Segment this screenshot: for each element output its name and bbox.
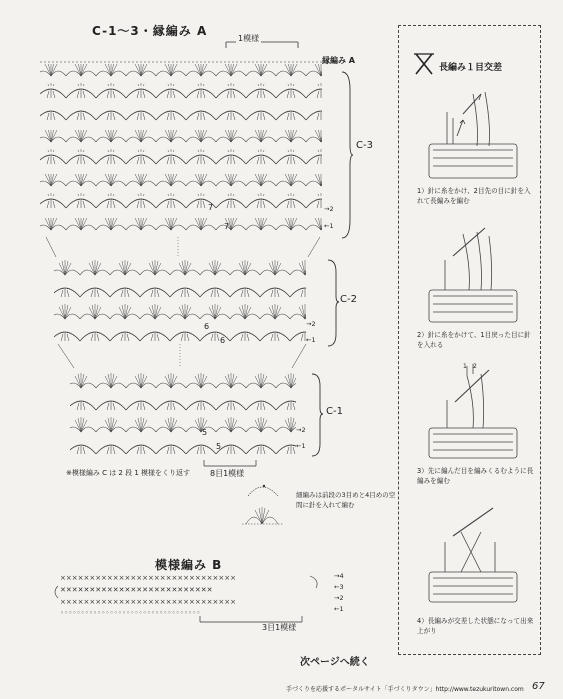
svg-text:◦◦◦◦◦◦◦◦◦◦◦◦◦◦◦◦◦◦◦◦◦◦◦◦◦◦◦◦◦◦: ◦◦◦◦◦◦◦◦◦◦◦◦◦◦◦◦◦◦◦◦◦◦◦◦◦◦◦◦◦◦◦◦◦◦ (60, 609, 201, 617)
eight-stitch-label: 8目1模様 (210, 469, 245, 478)
row-6-b: 6 (220, 336, 226, 345)
three-stitch-label: 3目1模様 (262, 623, 297, 632)
brace-c3 (340, 70, 354, 240)
section-c3-label: C-3 (356, 140, 373, 151)
step2-illustration (423, 226, 523, 326)
row-6-a: 6 (204, 322, 210, 331)
arrow-1-c2: ←1 (306, 336, 316, 344)
arrow-1-c3: ←1 (324, 222, 334, 230)
chart-c2 (50, 255, 312, 345)
svg-text:××××××××××××××××××××××××××××××: ×××××××××××××××××××××××××××××× (60, 598, 236, 606)
side-title: 長編み１目交差 (439, 63, 503, 73)
svg-text:××××××××××××××××××××××××××××××: ×××××××××××××××××××××××××××××× (60, 574, 236, 582)
step3-illustration (423, 362, 523, 462)
row-4-arrow: →4 (334, 572, 344, 580)
arrow-2-c2: →2 (306, 320, 316, 328)
row-5-a: 5 (202, 428, 208, 437)
svg-text:✕✕✕✕✕✕✕✕✕✕✕✕✕✕✕✕✕✕✕✕✕✕✕✕✕✕: ✕✕✕✕✕✕✕✕✕✕✕✕✕✕✕✕✕✕✕✕✕✕✕✕✕✕ (60, 586, 213, 594)
one-repeat-label: 1模様 (238, 34, 260, 43)
step3-arrow-1: 1 (463, 363, 467, 370)
row-3-arrow: ←3 (334, 583, 344, 591)
section-c2-label: C-2 (340, 294, 357, 305)
row-7-a: 7 (208, 203, 214, 212)
footer-text: 手づくりを応援するポータルサイト「手づくりタウン」http://www.tezukuritown.com (286, 686, 524, 693)
row-7-b: 7 (224, 222, 230, 231)
step2-text: 2）針に糸をかけて、1目戻った目に針を入れる (417, 331, 531, 349)
step1-illustration (423, 84, 523, 184)
one-repeat-bracket (222, 36, 302, 50)
step3-arrow-2: 2 (473, 363, 477, 370)
crossed-dc-symbol-icon (413, 52, 435, 76)
edge-detail-diagram (240, 480, 288, 530)
crossed-dc-instruction-box (398, 25, 541, 655)
row-5-b: 5 (216, 442, 222, 451)
arrow-2-c3: →2 (324, 205, 334, 213)
step1-text: 1）針に糸をかけ、2目先の目に針を入れて長編みを編む (417, 187, 531, 205)
arrow-2-c1: →2 (296, 426, 306, 434)
chart-title-c13: C-1～3・縁編み A (92, 24, 208, 38)
brace-c2 (326, 258, 340, 348)
arrow-1-c1: ←1 (296, 442, 306, 450)
step4-illustration (423, 506, 523, 606)
repeat-note: ※模様編み C は 2 段 1 模様をくり返す (66, 469, 191, 477)
chart-b (54, 570, 334, 618)
next-page-label: 次ページへ続く (300, 657, 370, 668)
section-c1-label: C-1 (326, 406, 343, 417)
edge-a-label: 縁編み A (322, 56, 355, 65)
step4-text: 4）長編みが交差した状態になって出来上がり (417, 617, 534, 635)
chart-c3 (36, 56, 336, 236)
brace-c1 (310, 372, 324, 458)
row-1-arrow: ←1 (334, 605, 344, 613)
chart-title-b: 模様編み B (155, 558, 223, 572)
page-number: 67 (532, 681, 545, 692)
step3-text: 3）先に編んだ目を編みくるむように長編みを編む (417, 467, 534, 485)
edge-note: 細編みは前段の3目めと4目めの空間に針を入れて編む (296, 491, 396, 509)
row-2-arrow: →2 (334, 594, 344, 602)
chart-c1 (66, 368, 302, 456)
